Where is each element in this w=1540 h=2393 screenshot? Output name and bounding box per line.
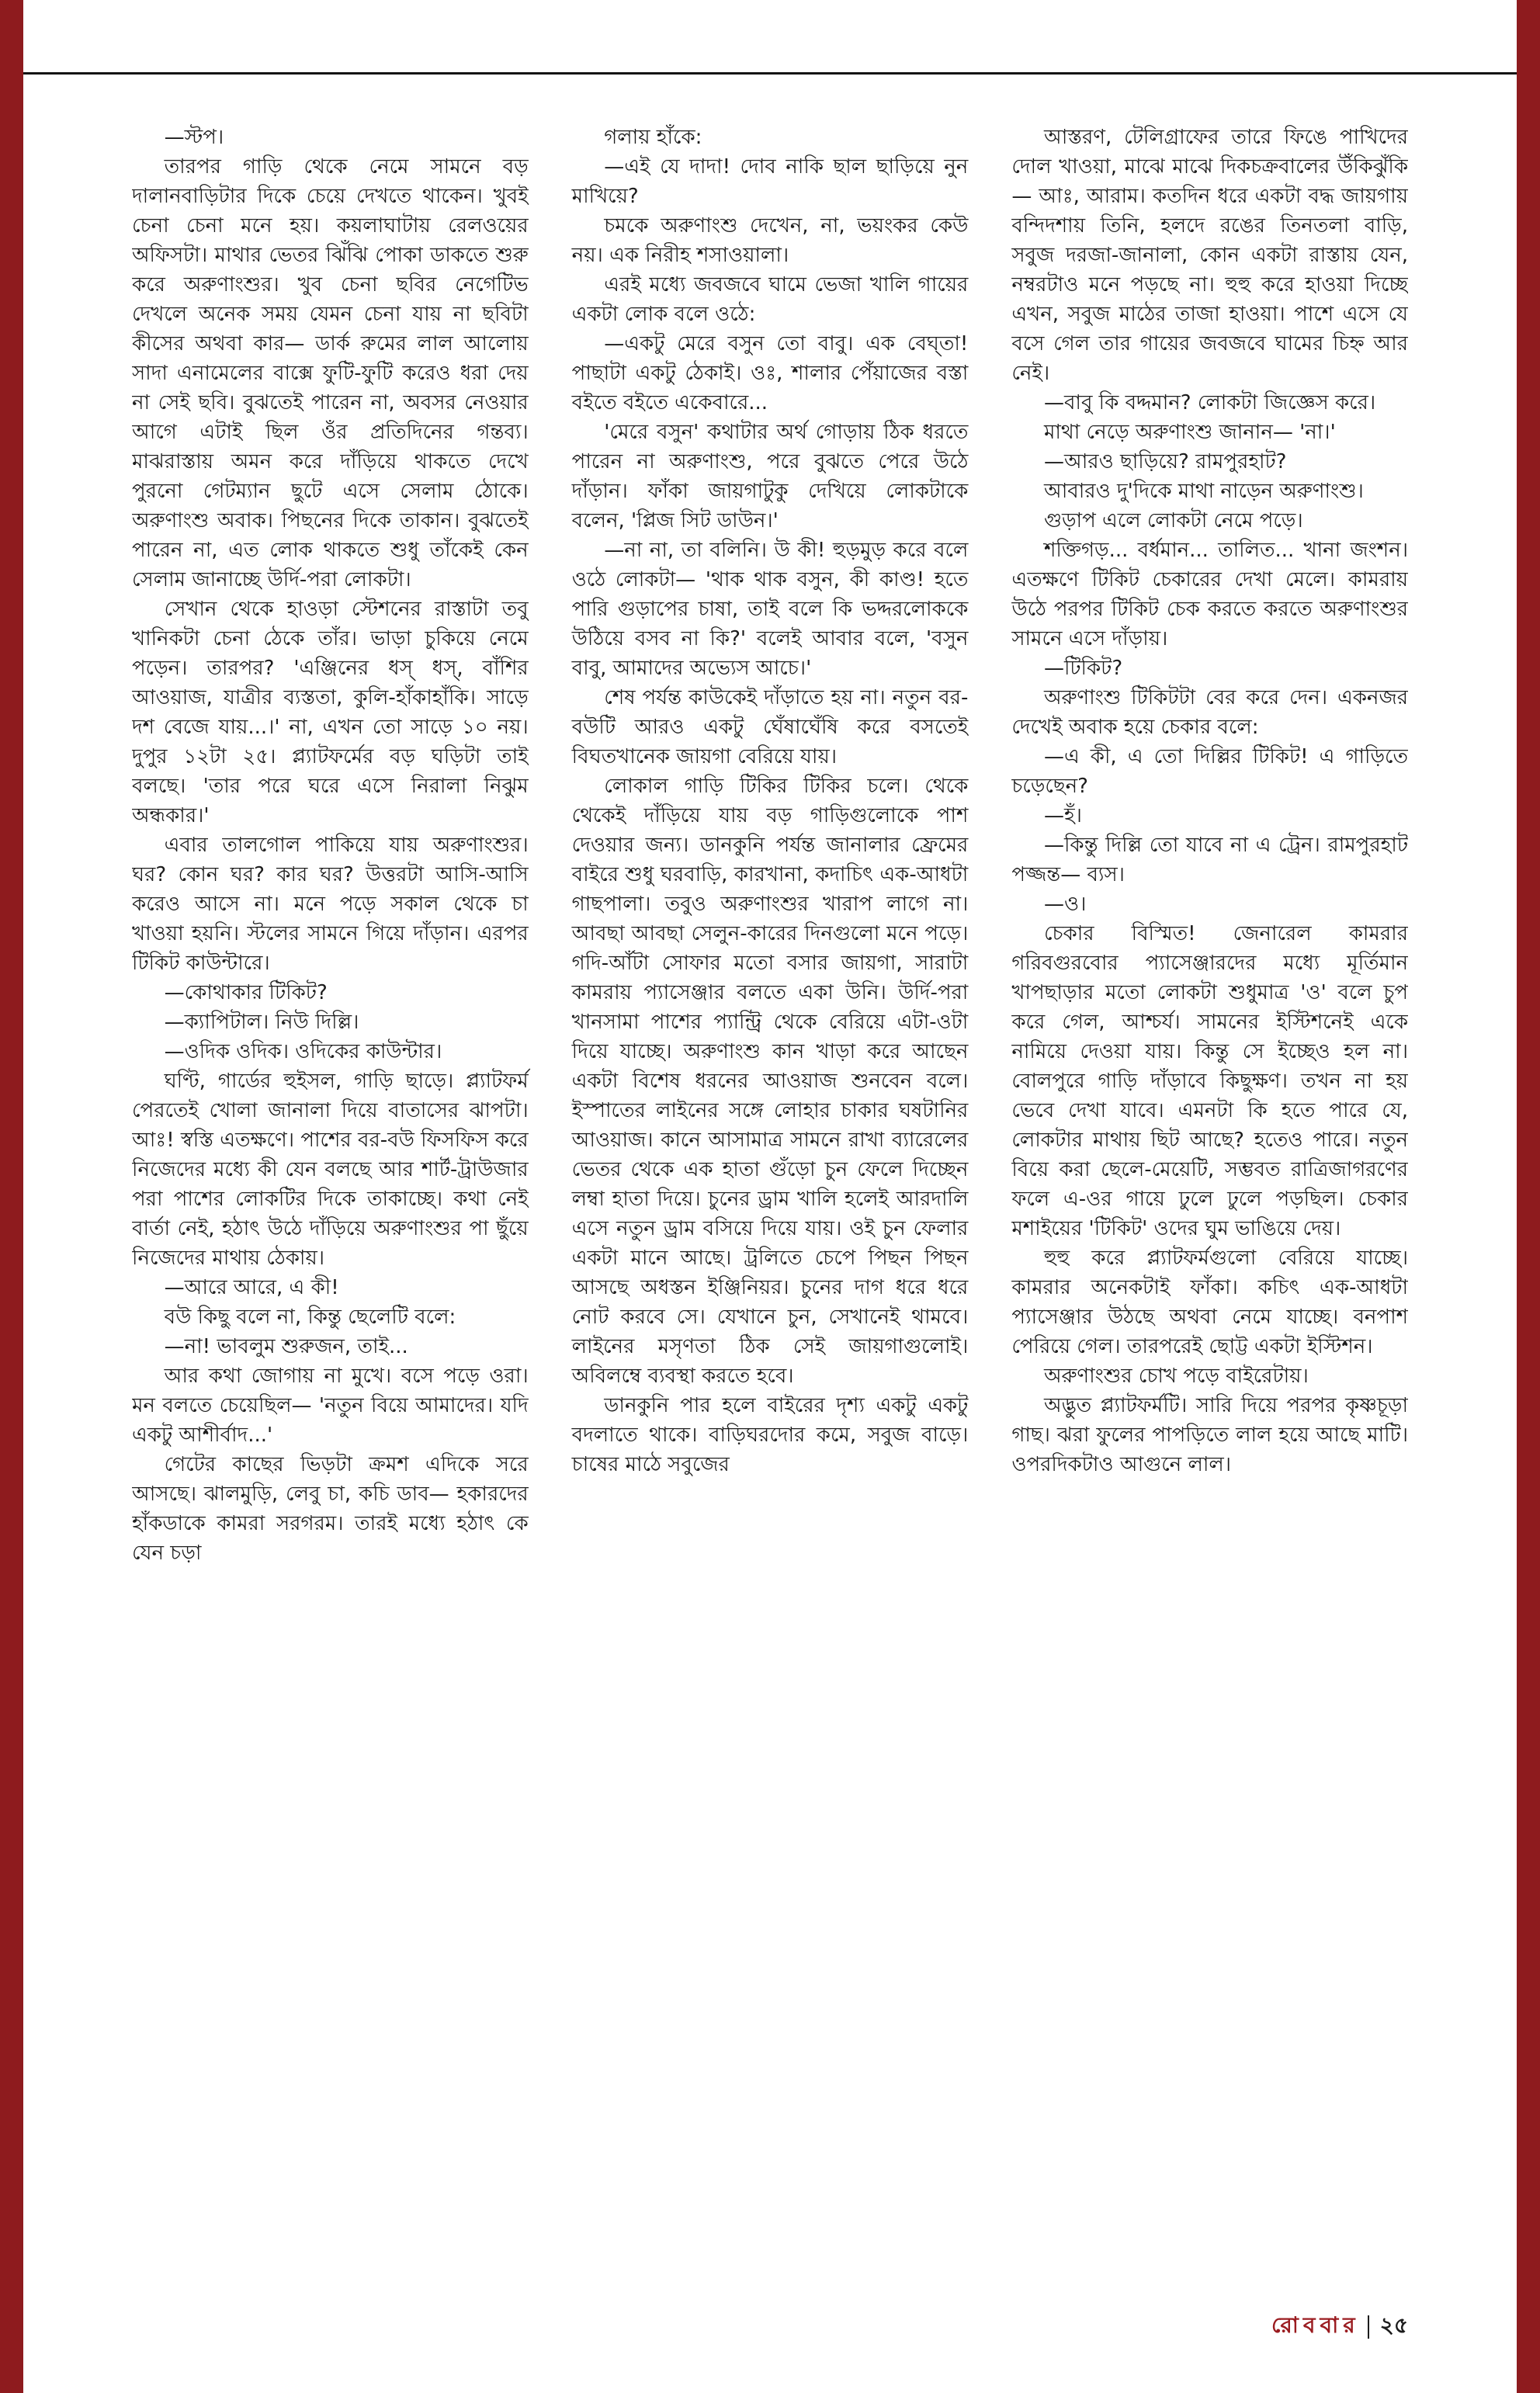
paragraph: ডানকুনি পার হলে বাইরের দৃশ্য একটু একটু বদলাতে থাকে। বাড়িঘরদোর কমে, সবুজ বাড়ে। চাষের মাঠে সবুজের	[571, 1394, 969, 1476]
paragraph: —আরও ছাড়িয়ে? রামপুরহাট?	[1043, 450, 1287, 473]
paragraph: আস্তরণ, টেলিগ্রাফের তারে ফিঙে পাখিদের দোল খাওয়া, মাঝে মাঝে দিকচক্রবালের উঁকিঝুঁকি— আঃ, আরাম। কতদিন ধরে একটা বদ্ধ জায়গায় বন্দিদশায় তিনি, হলদে রঙের তিনতলা বাড়ি, সবুজ দরজা-জানালা, কোন একটা রাস্তায় যেন, নম্বরটাও মনে পড়ছে না। হুহু করে হাওয়া দিচ্ছে এখন, সবুজ মাঠের তাজা হাওয়া। পাশে এসে যে বসে গেল তার গায়ের জবজবে ঘামের চিহ্ন আর নেই।	[1011, 126, 1408, 385]
paragraph: অরুণাংশু টিকিটটা বের করে দেন। একনজর দেখেই অবাক হয়ে চেকার বলে:	[1011, 686, 1408, 739]
paragraph: —না না, তা বলিনি। উ কী! হুড়মুড় করে বলে ওঠে লোকটা— 'থাক থাক বসুন, কী কাণ্ড! হতে পারি গুড়াপের চাষা, তাই বলে কি ভদ্দরলোককে উঠিয়ে বসব না কি?' বলেই আবার বলে, 'বসুন বাবু, আমাদের অভ্যেস আচে।'	[571, 539, 969, 680]
paragraph: মাথা নেড়ে অরুণাংশু জানান— 'না।'	[1043, 421, 1336, 444]
paragraph: বউ কিছু বলে না, কিন্তু ছেলেটি বলে:	[164, 1306, 456, 1329]
paragraph: আবারও দু'দিকে মাথা নাড়েন অরুণাংশু।	[1043, 480, 1364, 503]
paragraph: গলায় হাঁকে:	[604, 126, 702, 149]
paragraph: শক্তিগড়... বর্ধমান... তালিত... খানা জংশন। এতক্ষণে টিকিট চেকারের দেখা মেলে। কামরায় উঠে পরপর টিকিট চেক করতে করতে অরুণাংশুর সামনে এসে দাঁড়ায়।	[1011, 539, 1408, 650]
text-column-1	[132, 123, 529, 2284]
magazine-name: রোববার	[1271, 2312, 1360, 2338]
paragraph: ঘণ্টি, গার্ডের হুইসল, গাড়ি ছাড়ে। প্ল্যাটফর্ম পেরতেই খোলা জানালা দিয়ে বাতাসের ঝাপটা। আঃ! স্বস্তি এতক্ষণে। পাশের বর-বউ ফিসফিস করে নিজেদের মধ্যে কী যেন বলছে আর শার্ট-ট্রাউজার পরা পাশের লোকটির দিকে তাকাচ্ছে। কথা নেই বার্তা নেই, হঠাৎ উঠে দাঁড়িয়ে অরুণাংশুর পা ছুঁয়ে নিজেদের মাথায় ঠেকায়।	[132, 1070, 529, 1270]
paragraph: —কোথাকার টিকিট?	[164, 981, 328, 1004]
paragraph: —না! ভাবলুম শুরুজন, তাই...	[164, 1335, 408, 1358]
text-column-2	[572, 123, 969, 2284]
paragraph: 'মেরে বসুন' কথাটার অর্থ গোড়ায় ঠিক ধরতে পারেন না অরুণাংশু, পরে বুঝতে পেরে উঠে দাঁড়ান। ফাঁকা জায়গাটুকু দেখিয়ে লোকটাকে বলেন, 'প্লিজ সিট ডাউন।'	[571, 421, 969, 532]
paragraph: গেটের কাছের ভিড়টা ক্রমশ এদিকে সরে আসছে। ঝালমুড়ি, লেবু চা, কচি ডাব— হকারদের হাঁকডাকে কামরা সরগরম। তারই মধ্যে হঠাৎ কে যেন চড়া	[132, 1453, 529, 1565]
paragraph: চেকার বিস্মিত! জেনারেল কামরার গরিবগুরবোর প্যাসেঞ্জারদের মধ্যে মূর্তিমান খাপছাড়ার মতো লোকটা শুধুমাত্র 'ও' বলে চুপ করে গেল, আশ্চর্য। সামনের ইস্টিশনেই একে নামিয়ে দেওয়া যায়। কিন্তু সে ইচ্ছেও হল না। বোলপুরে গাড়ি দাঁড়াবে কিছুক্ষণ। তখন না হয় ভেবে দেখা যাবে। এমনটা কি হতে পারে যে, লোকটার মাথায় ছিট আছে? হতেও পারে। নতুন বিয়ে করা ছেলে-মেয়েটি, সম্ভবত রাত্রিজাগরণের ফলে এ-ওর গায়ে ঢুলে ঢুলে পড়ছিল। চেকার মশাইয়ের 'টিকিট' ওদের ঘুম ভাঙিয়ে দেয়।	[1011, 922, 1408, 1240]
paragraph: —ওদিক ওদিক। ওদিকের কাউন্টার।	[164, 1040, 442, 1063]
text-column-3	[1011, 123, 1408, 2284]
paragraph: —টিকিট?	[1043, 657, 1123, 680]
paragraph: হুহু করে প্ল্যাটফর্মগুলো বেরিয়ে যাচ্ছে। কামরার অনেকটাই ফাঁকা। কচিৎ এক-আধটা প্যাসেঞ্জার উঠছে অথবা নেমে যাচ্ছে। বনপাশ পেরিয়ে গেল। তারপরেই ছোট্ট একটা ইস্টিশন।	[1011, 1247, 1408, 1358]
paragraph: অরুণাংশুর চোখ পড়ে বাইরেটায়।	[1043, 1365, 1309, 1388]
paragraph: শেষ পর্যন্ত কাউকেই দাঁড়াতে হয় না। নতুন বর-বউটি আরও একটু ঘেঁষাঘেঁষি করে বসতেই বিঘতখানেক জায়গা বেরিয়ে যায়।	[571, 686, 969, 768]
paragraph: —ক্যাপিটাল। নিউ দিল্লি।	[164, 1011, 359, 1034]
paragraph: তারপর গাড়ি থেকে নেমে সামনে বড় দালানবাড়িটার দিকে চেয়ে দেখতে থাকেন। খুবই চেনা চেনা মনে হয়। কয়লাঘাটায় রেলওয়ের অফিসটা। মাথার ভেতর ঝিঁঝি পোকা ডাকতে শুরু করে অরুণাংশুর। খুব চেনা ছবির নেগেটিভ দেখলে অনেক সময় যেমন চেনা যায় না ছবিটা কীসের অথবা কার— ডার্ক রুমের লাল আলোয় সাদা এনামেলের বাক্সে ফুটি-ফুটি করেও ধরা দেয় না সেই ছবি। বুঝতেই পারেন না, অবসর নেওয়ার আগে এটাই ছিল ওঁর প্রতিদিনের গন্তব্য। মাঝরাস্তায় অমন করে দাঁড়িয়ে থাকতে দেখে পুরনো গেটম্যান ছুটে এসে সেলাম ঠোকে। অরুণাংশু অবাক। পিছনের দিকে তাকান। বুঝতেই পারেন না, এত লোক থাকতে শুধু তাঁকেই কেন সেলাম জানাচ্ছে উর্দি-পরা লোকটা।	[132, 155, 529, 591]
page-number: ২৫	[1379, 2312, 1408, 2338]
paragraph: চমকে অরুণাংশু দেখেন, না, ভয়ংকর কেউ নয়। এক নিরীহ শসাওয়ালা।	[571, 214, 969, 267]
footer-divider	[1368, 2315, 1369, 2339]
paragraph: —এই যে দাদা! দোব নাকি ছাল ছাড়িয়ে নুন মাখিয়ে?	[571, 155, 969, 208]
top-horizontal-rule	[23, 72, 1517, 75]
left-red-border-strip	[0, 0, 23, 2393]
paragraph: —বাবু কি বদ্দমান? লোকটা জিজ্ঞেস করে।	[1043, 391, 1376, 414]
paragraph: —হঁ।	[1043, 804, 1082, 827]
paragraph: লোকাল গাড়ি টিকির টিকির চলে। থেকে থেকেই দাঁড়িয়ে যায় বড় গাড়িগুলোকে পাশ দেওয়ার জন্য। ডানকুনি পর্যন্ত জানালার ফ্রেমের বাইরে শুধু ঘরবাড়ি, কারখানা, কদাচিৎ এক-আধটা গাছপালা। তবুও অরুণাংশুর খারাপ লাগে না। আবছা আবছা সেলুন-কারের দিনগুলো মনে পড়ে। গদি-আঁটা সোফার মতো বসার জায়গা, সারাটা কামরায় প্যাসেঞ্জার বলতে একা উনি। উর্দি-পরা খানসামা পাশের প্যান্ট্রি থেকে বেরিয়ে এটা-ওটা দিয়ে যাচ্ছে। অরুণাংশু কান খাড়া করে আছেন একটা বিশেষ ধরনের আওয়াজ শুনবেন বলে। ইস্পাতের লাইনের সঙ্গে লোহার চাকার ঘষটানির আওয়াজ। কানে আসামাত্র সামনে রাখা ব্যারেলের ভেতর থেকে এক হাতা গুঁড়ো চুন ফেলে দিচ্ছেন লম্বা হাতা দিয়ে। চুনের ড্রাম খালি হলেই আরদালি এসে নতুন ড্রাম বসিয়ে দিয়ে যায়। ওই চুন ফেলার একটা মানে আছে। ট্রলিতে চেপে পিছন পিছন আসছে অধস্তন ইঞ্জিনিয়র। চুনের দাগ ধরে ধরে নোট করবে সে। যেখানে চুন, সেখানেই থামবে। লাইনের মসৃণতা ঠিক সেই জায়গাগুলোই। অবিলম্বে ব্যবস্থা করতে হবে।	[571, 775, 969, 1388]
paragraph: আর কথা জোগায় না মুখে। বসে পড়ে ওরা। মন বলতে চেয়েছিল— 'নতুন বিয়ে আমাদের। যদি একটু আশীর্বাদ...'	[132, 1365, 529, 1447]
paragraph: সেখান থেকে হাওড়া স্টেশনের রাস্তাটা তবু খানিকটা চেনা ঠেকে তাঁর। ভাড়া চুকিয়ে নেমে পড়েন। তারপর? 'এঞ্জিনের ধস্ ধস্, বাঁশির আওয়াজ, যাত্রীর ব্যস্ততা, কুলি-হাঁকাহাঁকি। সাড়ে দশ বেজে যায়...।' না, এখন তো সাড়ে ১০ নয়। দুপুর ১২টা ২৫। প্ল্যাটফর্মের বড় ঘড়িটা তাই বলছে। 'তার পরে ঘরে এসে নিরালা নিঝুম অন্ধকার।'	[132, 598, 529, 827]
paragraph: এবার তালগোল পাকিয়ে যায় অরুণাংশুর। ঘর? কোন ঘর? কার ঘর? উত্তরটা আসি-আসি করেও আসে না। মনে পড়ে সকাল থেকে চা খাওয়া হয়নি। স্টলের সামনে গিয়ে দাঁড়ান। এরপর টিকিট কাউন্টারে।	[132, 834, 529, 975]
paragraph: গুড়াপ এলে লোকটা নেমে পড়ে।	[1043, 509, 1303, 532]
paragraph: —একটু মেরে বসুন তো বাবু। এক বেঘ্তা! পাছাটা একটু ঠেকাই। ওঃ, শালার পেঁয়াজের বস্তা বইতে বইতে একেবারে...	[571, 332, 969, 414]
paragraph: অদ্ভুত প্ল্যাটফর্মটি। সারি দিয়ে পরপর কৃষ্ণচূড়া গাছ। ঝরা ফুলের পাপড়িতে লাল হয়ে আছে মাটি। ওপরদিকটাও আগুনে লাল।	[1011, 1394, 1408, 1476]
paragraph: এরই মধ্যে জবজবে ঘামে ভেজা খালি গায়ের একটা লোক বলে ওঠে:	[571, 273, 969, 326]
paragraph: —কিন্তু দিল্লি তো যাবে না এ ট্রেন। রামপুরহাট পজ্জন্ত— ব্যস।	[1011, 834, 1408, 886]
paragraph: —এ কী, এ তো দিল্লির টিকিট! এ গাড়িতে চড়েছেন?	[1011, 745, 1408, 798]
article-body	[132, 123, 1408, 2284]
paragraph: —স্টপ।	[164, 126, 224, 149]
paragraph: —ও।	[1043, 893, 1087, 916]
page-footer	[1271, 2308, 1408, 2345]
paragraph: —আরে আরে, এ কী!	[164, 1276, 339, 1299]
right-red-border-strip	[1517, 0, 1540, 2393]
